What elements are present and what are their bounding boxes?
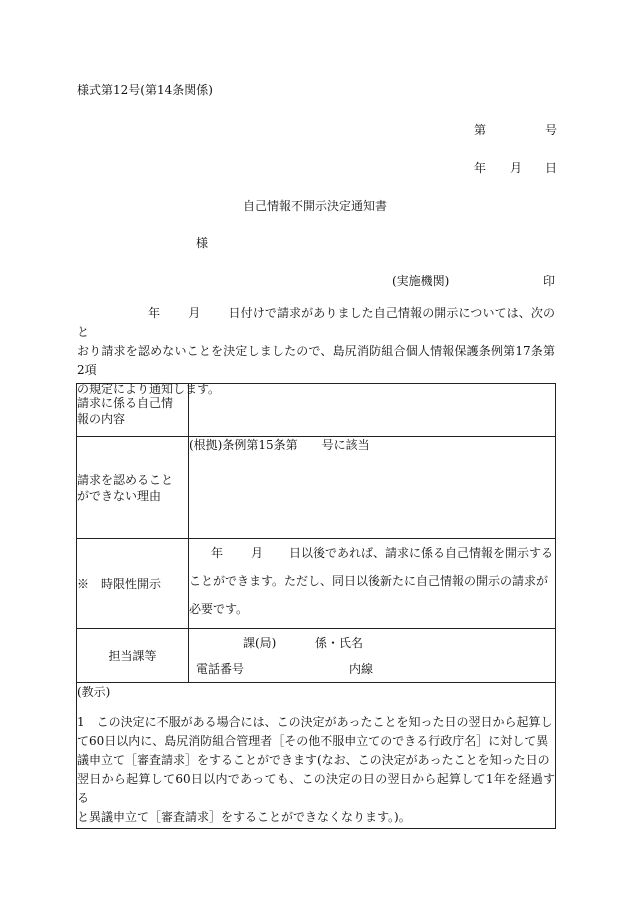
timed-year: 年 <box>211 546 224 560</box>
instructions-heading: (教示) <box>77 685 111 699</box>
timed-disclosure-label: ※ 時限性開示 <box>77 539 189 629</box>
agency-label: (実施機関) <box>392 274 450 288</box>
instructions-line-3: 議申立て［審査請求］をすることができます(なお、この決定があったことを知った日の <box>77 753 550 767</box>
staff-extension: 内線 <box>349 662 374 676</box>
request-content-label-line-1: 請求に係る自己情 <box>77 396 174 410</box>
form-number: 様式第12号(第14条関係) <box>77 83 213 97</box>
instructions-cell <box>77 683 556 829</box>
date-month: 月 <box>510 161 523 175</box>
seal-mark: 印 <box>543 274 556 288</box>
doc-number-prefix: 第 <box>474 123 487 137</box>
refusal-reason-label <box>77 437 189 539</box>
staff-section-name: 係・氏名 <box>315 636 364 650</box>
refusal-reason-label-line-2: ができない理由 <box>77 488 162 503</box>
instructions-line-2: て60日以内に、島尻消防組合管理者［その他不服申立てのできる行政庁名］に対して異 <box>77 734 549 748</box>
table-row-refusal-reason <box>77 437 556 539</box>
intro-month: 月 <box>188 306 201 320</box>
intro-text-1: 日付けで請求がありました自己情報の開示については、次のと <box>77 306 555 339</box>
intro-line-2: おり請求を認めないことを決定しましたので、島尻消防組合個人情報保護条例第17条第2項 <box>77 344 555 377</box>
staff-phone: 電話番号 <box>196 662 245 676</box>
timed-disclosure-line-3: 必要です。 <box>189 602 249 616</box>
instructions-line-4: 翌日から起算して60日以内であっても、この決定の日の翌日から起算して1年を経過する <box>77 772 555 805</box>
request-content-label-line-2: 報の内容 <box>77 412 126 426</box>
timed-disclosure-line-2: ことができます。ただし、同日以後新たに自己情報の開示の請求が <box>189 574 549 588</box>
intro-line-1 <box>77 304 555 342</box>
staff-dept: 課(局) <box>243 636 277 650</box>
timed-text-1: 日以後であれば、請求に係る自己情報を開示する <box>289 546 554 560</box>
instructions-line-5: と異議申立て［審査請求］をすることができなくなります。)。 <box>77 810 411 824</box>
addressee-suffix: 様 <box>196 236 209 250</box>
request-content-label <box>77 384 189 437</box>
table-row-instructions <box>77 683 556 829</box>
date-year: 年 <box>474 161 487 175</box>
staff-details <box>189 629 556 683</box>
table-row-request-content <box>77 384 556 437</box>
timed-month: 月 <box>251 546 264 560</box>
staff-label: 担当課等 <box>77 629 189 683</box>
intro-line-3: の規定により通知します。 <box>77 382 221 396</box>
table-row-staff <box>77 629 556 683</box>
document-title: 自己情報不開示決定通知書 <box>242 199 387 213</box>
doc-number-suffix: 号 <box>545 123 558 137</box>
request-content-value <box>189 384 556 437</box>
refusal-reason-label-line-1: 請求を認めること <box>77 472 174 487</box>
date-day: 日 <box>545 161 558 175</box>
intro-year: 年 <box>148 306 161 320</box>
timed-disclosure-text <box>189 539 556 629</box>
table-row-timed-disclosure <box>77 539 556 629</box>
timed-disclosure-line-1 <box>189 539 555 567</box>
refusal-basis: (根拠)条例第15条第 号に該当 <box>189 437 556 539</box>
instructions-line-1: 1 この決定に不服がある場合には、この決定があったことを知った日の翌日から起算し <box>77 715 553 729</box>
decision-table <box>76 383 556 829</box>
